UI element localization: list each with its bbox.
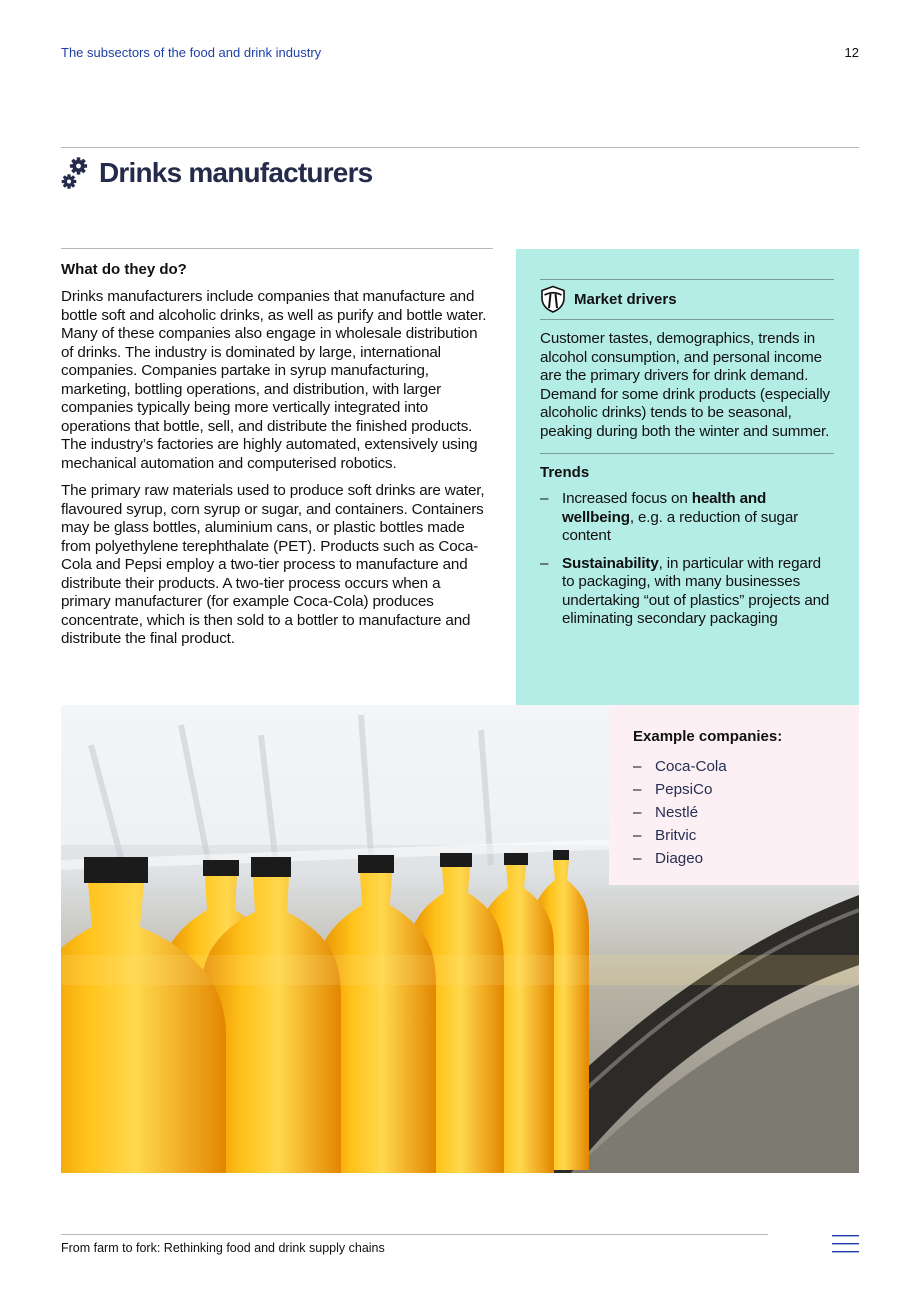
- panel-divider: [540, 453, 834, 454]
- list-item: [633, 801, 727, 824]
- market-drivers-header: [540, 280, 834, 319]
- list-item: [540, 490, 834, 546]
- what-they-do-heading: What do they do?: [61, 261, 187, 278]
- list-item: [540, 555, 834, 629]
- page-number: 12: [844, 45, 859, 60]
- example-companies-panel: [609, 705, 859, 885]
- company-name: Britvic: [655, 827, 697, 844]
- trend-text: Increased focus on: [562, 490, 692, 507]
- list-dash: –: [633, 827, 642, 844]
- trend-text: , in particular with regard to packaging, with many businesses undertaking “out of plastics” projects and eliminating secondary packaging: [562, 554, 830, 627]
- company-name: PepsiCo: [655, 781, 713, 798]
- example-companies-heading: Example companies:: [633, 728, 783, 745]
- list-dash: –: [633, 804, 642, 821]
- section-divider: [61, 147, 859, 148]
- list-item: [633, 847, 727, 870]
- what-they-do-section: [61, 248, 493, 658]
- footer-document-title: From farm to fork: Rethinking food and drink supply chains: [61, 1241, 385, 1255]
- page-title: Drinks manufacturers: [99, 157, 373, 188]
- list-dash: –: [633, 758, 642, 775]
- menu-icon[interactable]: [832, 1235, 859, 1253]
- list-item: [633, 755, 727, 778]
- trends-heading: Trends: [540, 464, 590, 481]
- running-header: The subsectors of the food and drink industry: [61, 45, 322, 60]
- gears-icon: [61, 155, 89, 191]
- trend-emphasis: health and wellbeing: [562, 490, 767, 526]
- company-name: Coca-Cola: [655, 758, 727, 775]
- list-item: [633, 778, 727, 801]
- company-name: Diageo: [655, 850, 704, 867]
- example-companies-list: [633, 755, 727, 870]
- market-drivers-heading: Market drivers: [574, 290, 677, 308]
- list-dash: –: [540, 554, 549, 572]
- company-name: Nestlé: [655, 804, 699, 821]
- shield-icon: [540, 285, 566, 313]
- footer-divider: [61, 1234, 768, 1235]
- section-heading: [61, 155, 372, 191]
- section-divider: [61, 248, 493, 249]
- list-dash: –: [633, 850, 642, 867]
- panel-divider: [540, 319, 834, 320]
- list-dash: –: [540, 490, 549, 507]
- list-dash: –: [633, 781, 642, 798]
- market-drivers-text: Customer tastes, demographics, trends in alcohol consumption, and personal income are the primary drivers for drink demand. Demand for some drink products (especially alcoholic drinks) tends to be seasonal, peaking during both the winter and summer.: [540, 330, 830, 440]
- body-paragraph: The primary raw materials used to produce soft drinks are water, flavoured syrup, corn syrup or sugar, and containers. Containers may be glass bottles, aluminium cans, or plastic bottles made from polyethylene terephthalate (PET). Products such as Coca-Cola and Pepsi employ a two-tier process to manufacture and distribute their products. A two-tier process occurs when a primary manufacturer (for example Coca-Cola) produces concentrate, which is then sold to a bottler to manufacture and distribute the final product.: [61, 482, 485, 647]
- trends-list: [540, 490, 834, 629]
- market-drivers-panel: [516, 249, 859, 705]
- list-item: [633, 824, 727, 847]
- trend-emphasis: Sustainability: [562, 554, 659, 572]
- trend-text: , e.g. a reduction of sugar content: [562, 508, 799, 544]
- body-paragraph: Drinks manufacturers include companies that manufacture and bottle soft and alcoholic drinks, as well as purify and bottle water. Many of these companies also engage in wholesale distribution of drinks. The industry is dominated by large, international companies. Companies partake in syrup manufacturing, marketing, bottling operations, and distribution, with larger companies typically being more vertically integrated into operations that bottle, sell, and distribute the finished products. The industry’s factories are highly automated, extensively using mechanical automation and computerised robotics.: [61, 288, 487, 472]
